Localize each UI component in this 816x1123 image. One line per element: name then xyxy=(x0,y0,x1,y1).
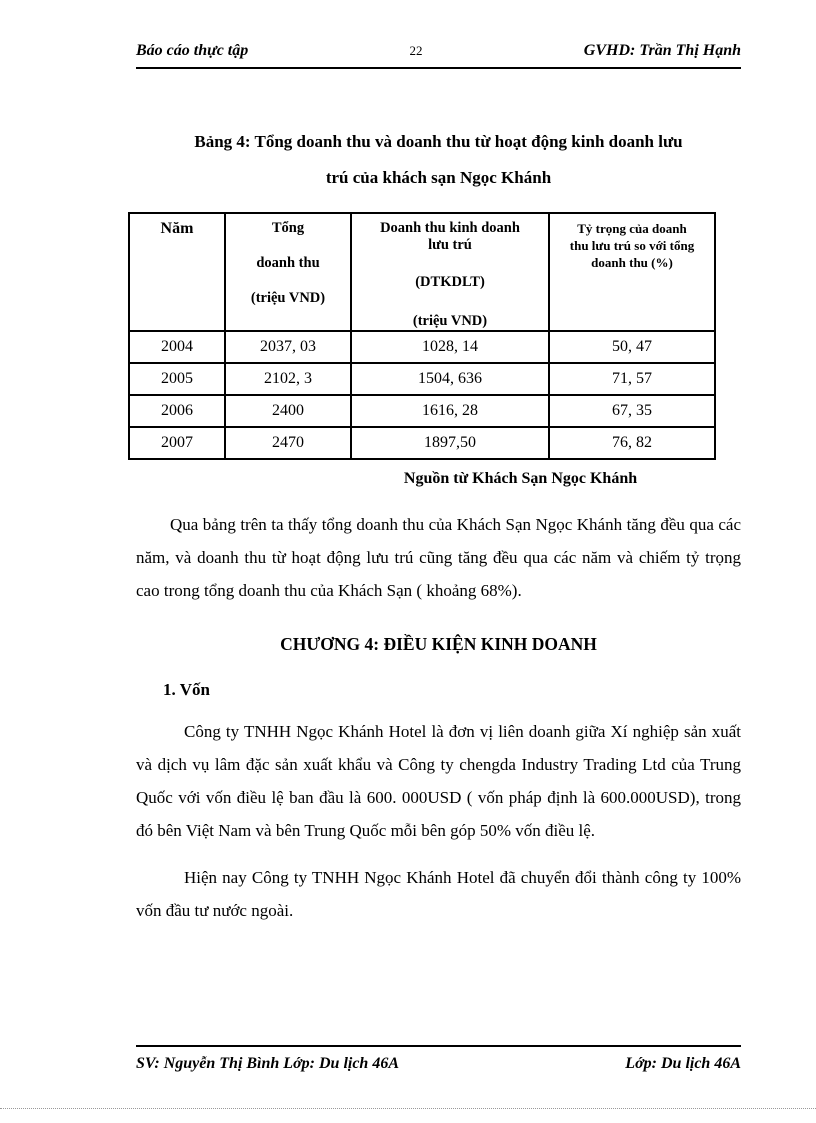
content-column xyxy=(136,124,741,927)
revenue-table xyxy=(128,212,716,460)
table-row xyxy=(129,395,715,427)
col-header-line: Tỷ trọng của doanh xyxy=(577,221,687,236)
cell-year: 2004 xyxy=(129,331,225,363)
cell-ratio: 76, 82 xyxy=(549,427,715,459)
cell-lodging-revenue: 1028, 14 xyxy=(351,331,549,363)
col-header-line: lưu trú xyxy=(428,237,472,253)
section-heading-capital: 1. Vốn xyxy=(163,680,210,699)
footer-student: SV: Nguyễn Thị Bình Lớp: Du lịch 46A xyxy=(136,1055,399,1072)
cell-year: 2007 xyxy=(129,427,225,459)
cell-ratio: 71, 57 xyxy=(549,363,715,395)
paragraph-company-capital: Công ty TNHH Ngọc Khánh Hotel là đơn vị liên doanh giữa Xí nghiệp sản xuất và dịch vụ lâm đặc sản xuất khẩu và Công ty chengda Industry Trading Ltd của Trung Quốc với vốn điều lệ ban đầu là 600. 000USD ( vốn pháp định là 600.000USD), trong đó bên Việt Nam và bên Trung Quốc mỗi bên góp 50% vốn điều lệ. xyxy=(136,722,741,840)
page-footer xyxy=(136,1045,741,1073)
paragraph-company-status: Hiện nay Công ty TNHH Ngọc Khánh Hotel đã chuyển đổi thành công ty 100% vốn đầu tư nước ngoài. xyxy=(136,868,741,920)
page-header xyxy=(136,42,741,69)
header-supervisor: GVHD: Trần Thị Hạnh xyxy=(583,42,741,59)
col-header-line: (DTKDLT) xyxy=(415,274,485,290)
table-caption-line-1: Bảng 4: Tổng doanh thu và doanh thu từ hoạt động kinh doanh lưu xyxy=(194,132,683,151)
cell-lodging-revenue: 1504, 636 xyxy=(351,363,549,395)
table-caption-line-2: trú của khách sạn Ngọc Khánh xyxy=(325,168,552,187)
paragraph-analysis: Qua bảng trên ta thấy tổng doanh thu của Khách Sạn Ngọc Khánh tăng đều qua các năm, và doanh thu từ hoạt động lưu trú cũng tăng đều qua các năm và chiếm tỷ trọng cao trong tổng doanh thu của Khách Sạn ( khoảng 68%). xyxy=(136,515,741,600)
col-header-lodging-revenue xyxy=(351,213,549,331)
cell-total-revenue: 2037, 03 xyxy=(225,331,351,363)
col-header-ratio xyxy=(549,213,715,331)
table-row xyxy=(129,363,715,395)
cell-ratio: 67, 35 xyxy=(549,395,715,427)
chapter-heading: CHƯƠNG 4: ĐIỀU KIỆN KINH DOANH xyxy=(280,634,597,654)
col-header-total-revenue xyxy=(225,213,351,331)
header-report-title: Báo cáo thực tập xyxy=(136,42,249,59)
cell-lodging-revenue: 1897,50 xyxy=(351,427,549,459)
cell-total-revenue: 2400 xyxy=(225,395,351,427)
table-header-row xyxy=(129,213,715,331)
col-header-line: (triệu VND) xyxy=(250,290,326,306)
col-header-line: Doanh thu kinh doanh xyxy=(380,220,520,236)
cell-year: 2006 xyxy=(129,395,225,427)
col-header-year: Năm xyxy=(129,213,225,331)
page-number: 22 xyxy=(409,43,423,58)
page-bottom-border xyxy=(0,1108,816,1109)
table-row xyxy=(129,427,715,459)
table-source-note: Nguồn từ Khách Sạn Ngọc Khánh xyxy=(403,470,638,487)
cell-total-revenue: 2470 xyxy=(225,427,351,459)
cell-year: 2005 xyxy=(129,363,225,395)
col-header-line: doanh thu xyxy=(256,255,320,271)
table-caption xyxy=(136,124,741,196)
table-row xyxy=(129,331,715,363)
col-header-line: (triệu VND) xyxy=(412,313,488,329)
col-header-line: Tổng xyxy=(271,220,305,236)
cell-lodging-revenue: 1616, 28 xyxy=(351,395,549,427)
col-header-line: thu lưu trú so với tổng xyxy=(569,238,695,253)
col-header-line: doanh thu (%) xyxy=(591,255,673,270)
cell-ratio: 50, 47 xyxy=(549,331,715,363)
cell-total-revenue: 2102, 3 xyxy=(225,363,351,395)
footer-class: Lớp: Du lịch 46A xyxy=(625,1055,741,1072)
